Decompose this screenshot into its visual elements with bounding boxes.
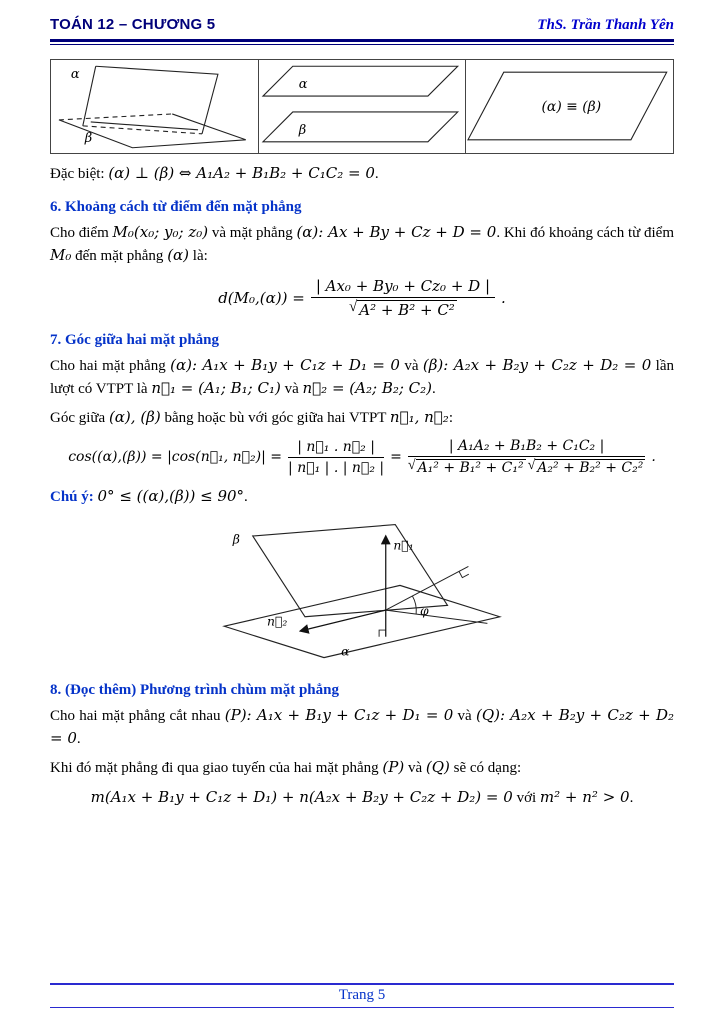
- page-footer: [50, 983, 674, 1008]
- formula-end: .: [501, 288, 506, 307]
- math-run: m² + n² > 0: [539, 788, 630, 806]
- plane-cases-figure-box: [50, 59, 674, 154]
- square-root: [349, 300, 457, 319]
- radicand-2: A₂² + B₂² + C₂²: [537, 460, 644, 476]
- beta-label: β: [232, 532, 240, 547]
- math-run: n⃗₁, n⃗₂: [389, 407, 449, 426]
- fraction-1: [288, 439, 384, 476]
- page-header: [0, 0, 724, 39]
- dihedral-angle-figure: [202, 517, 522, 669]
- beta-label: β: [84, 130, 93, 146]
- text-run: và mặt phẳng: [208, 224, 297, 241]
- plane-beta-hidden-edge: [59, 114, 172, 120]
- page-number: Trang 5: [338, 987, 386, 1003]
- parallel-planes-shapes: [263, 66, 458, 142]
- text-run: với: [512, 790, 540, 806]
- text-run: Cho hai mặt phẳng cắt nhau: [50, 707, 225, 724]
- dihedral-shapes: [224, 524, 500, 657]
- section-6-heading: 6. Khoảng cách từ điểm đến mặt phẳng: [50, 198, 302, 215]
- text-run: sẽ có dạng:: [449, 759, 522, 776]
- plane-beta-shape: [263, 112, 458, 142]
- pencil-of-planes-formula: [50, 788, 674, 807]
- coincident-planes-svg: [466, 60, 673, 153]
- header-title: TOÁN 12 – CHƯƠNG 5: [50, 16, 216, 33]
- fraction-numerator: | Ax₀ + By₀ + Cz₀ + D |: [311, 277, 495, 298]
- fraction-2-denominator: [408, 457, 645, 476]
- math-run: (α): A₁x + B₁y + C₁z + D₁ = 0: [170, 355, 400, 374]
- document-body: [0, 59, 724, 807]
- figure-coincident-planes: [466, 60, 673, 153]
- intersection-line: [91, 122, 198, 130]
- text-run: và: [453, 707, 476, 724]
- special-note-line: [50, 162, 674, 186]
- fraction-1-numerator: | n⃗₁ . n⃗₂ |: [288, 439, 384, 458]
- text-run: .: [76, 731, 81, 747]
- plane-alpha-shape: [263, 66, 458, 96]
- square-root-2: [528, 459, 646, 476]
- fraction-denominator: [311, 298, 495, 319]
- math-run: M₀(x₀; y₀; z₀): [112, 222, 209, 241]
- math-run: (Q): A₂x + B₂y + C₂z + D₂ = 0: [50, 705, 674, 747]
- note-line: [50, 485, 674, 509]
- fraction: [311, 277, 495, 319]
- math-run: 0° ≤ ((α),(β)) ≤ 90°: [97, 487, 245, 505]
- math-run: M₀: [50, 246, 72, 264]
- text-run: Khi đó mặt phẳng đi qua giao tuyến của hai mặt phẳng: [50, 759, 383, 776]
- formula-lhs: d(M₀,(α)) =: [218, 288, 305, 307]
- radical-sign: √: [407, 458, 416, 473]
- figure-parallel-planes: [259, 60, 467, 153]
- text-run: đến mặt phẳng: [71, 248, 168, 264]
- math-run: n⃗₂ = (A₂; B₂; C₂): [302, 379, 433, 397]
- math-run: m(A₁x + B₁y + C₁z + D₁) + n(A₂x + B₂y + C₂z + D₂) = 0: [90, 788, 513, 806]
- fraction-2-numerator: | A₁A₂ + B₁B₂ + C₁C₂ |: [408, 438, 645, 457]
- formula-lhs: cos((α),(β)) = |cos(n⃗₁, n⃗₂)| =: [68, 449, 283, 465]
- equals-sign: =: [390, 449, 402, 465]
- section-7-paragraph-1: [50, 354, 674, 401]
- alpha-label: α: [70, 67, 80, 83]
- text-run: .: [629, 790, 634, 806]
- distance-formula: [50, 277, 674, 319]
- plane-alpha-edge: [83, 66, 96, 126]
- math-run: (β): A₂x + B₂y + C₂z + D₂ = 0: [422, 355, 652, 374]
- header-rule: [50, 39, 674, 45]
- right-angle-mark-top: [459, 571, 469, 577]
- formula-end: .: [651, 449, 656, 465]
- fraction-1-denominator: | n⃗₁ | . | n⃗₂ |: [288, 459, 385, 476]
- note-label: Chú ý:: [50, 489, 98, 505]
- text-run: . Khi đó khoảng cách từ điểm: [496, 224, 675, 241]
- figure-intersecting-planes: [51, 60, 259, 153]
- section-7-paragraph-2: [50, 406, 674, 430]
- text-run: :: [448, 409, 453, 426]
- phi-arc: [412, 595, 416, 613]
- math-run: (Q): [425, 757, 450, 776]
- section-8-paragraph-1: [50, 704, 674, 751]
- math-run: (α) ⊥ (β) ⇔ A₁A₂ + B₁B₂ + C₁C₂ = 0: [108, 164, 375, 182]
- fraction-2: [408, 438, 645, 476]
- text-run: Cho điểm: [50, 224, 113, 241]
- dihedral-figure-container: [50, 517, 674, 669]
- n1-label: n⃗₁: [393, 537, 414, 552]
- text-run: Cho hai mặt phẳng: [50, 357, 171, 374]
- math-run: (α): Ax + By + Cz + D = 0: [296, 222, 497, 241]
- text-run: Đặc biệt:: [50, 166, 109, 182]
- radical-sign: √: [527, 458, 536, 473]
- right-angle-mark-foot: [379, 630, 386, 637]
- math-run: n⃗₁ = (A₁; B₁; C₁): [151, 379, 281, 397]
- section-6-paragraph: [50, 221, 674, 268]
- alpha-label: α: [298, 77, 308, 93]
- text-run: .: [432, 381, 436, 397]
- square-root-1: [408, 459, 526, 476]
- radical-sign: √: [349, 298, 358, 315]
- plane-beta-shape: [253, 524, 448, 616]
- plane-alpha-hidden-edge: [83, 126, 202, 134]
- n2-label: n⃗₂: [267, 613, 288, 628]
- text-run: .: [244, 489, 248, 505]
- intersecting-planes-svg: [51, 60, 258, 153]
- math-run: (α): [167, 246, 190, 264]
- text-run: lần lượt có VTPT là: [50, 357, 674, 397]
- section-7-heading: 7. Góc giữa hai mặt phẳng: [50, 331, 220, 348]
- text-run: .: [374, 166, 379, 182]
- text-run: và: [280, 381, 303, 397]
- math-run: (P): [382, 757, 405, 776]
- plane-alpha-shape: [224, 585, 500, 657]
- phi-label: φ: [419, 603, 429, 618]
- math-run: (α), (β): [108, 407, 161, 426]
- text-run: bằng hoặc bù với góc giữa hai VTPT: [160, 409, 390, 426]
- cos-angle-formula: [50, 438, 674, 476]
- section-8-paragraph-2: [50, 756, 674, 780]
- parallel-planes-svg: [259, 60, 466, 153]
- beta-label: β: [298, 122, 306, 138]
- text-run: Góc giữa: [50, 409, 109, 426]
- text-run: và: [399, 357, 423, 374]
- angle-edge-lower: [386, 610, 488, 623]
- alpha-label: α: [341, 644, 350, 659]
- section-8-heading: 8. (Đọc thêm) Phương trình chùm mặt phẳng: [50, 681, 339, 698]
- note-content: [98, 489, 248, 505]
- header-author: ThS. Trần Thanh Yên: [537, 17, 674, 33]
- text-run: là:: [189, 248, 208, 264]
- coincident-label: (α) ≡ (β): [541, 98, 602, 115]
- text-run: và: [404, 759, 426, 776]
- radicand-1: A₁² + B₁² + C₁²: [417, 460, 524, 476]
- radicand: A² + B² + C²: [359, 300, 455, 319]
- math-run: (P): A₁x + B₁y + C₁z + D₁ = 0: [224, 705, 454, 724]
- footer-rule-bottom: [50, 1007, 674, 1008]
